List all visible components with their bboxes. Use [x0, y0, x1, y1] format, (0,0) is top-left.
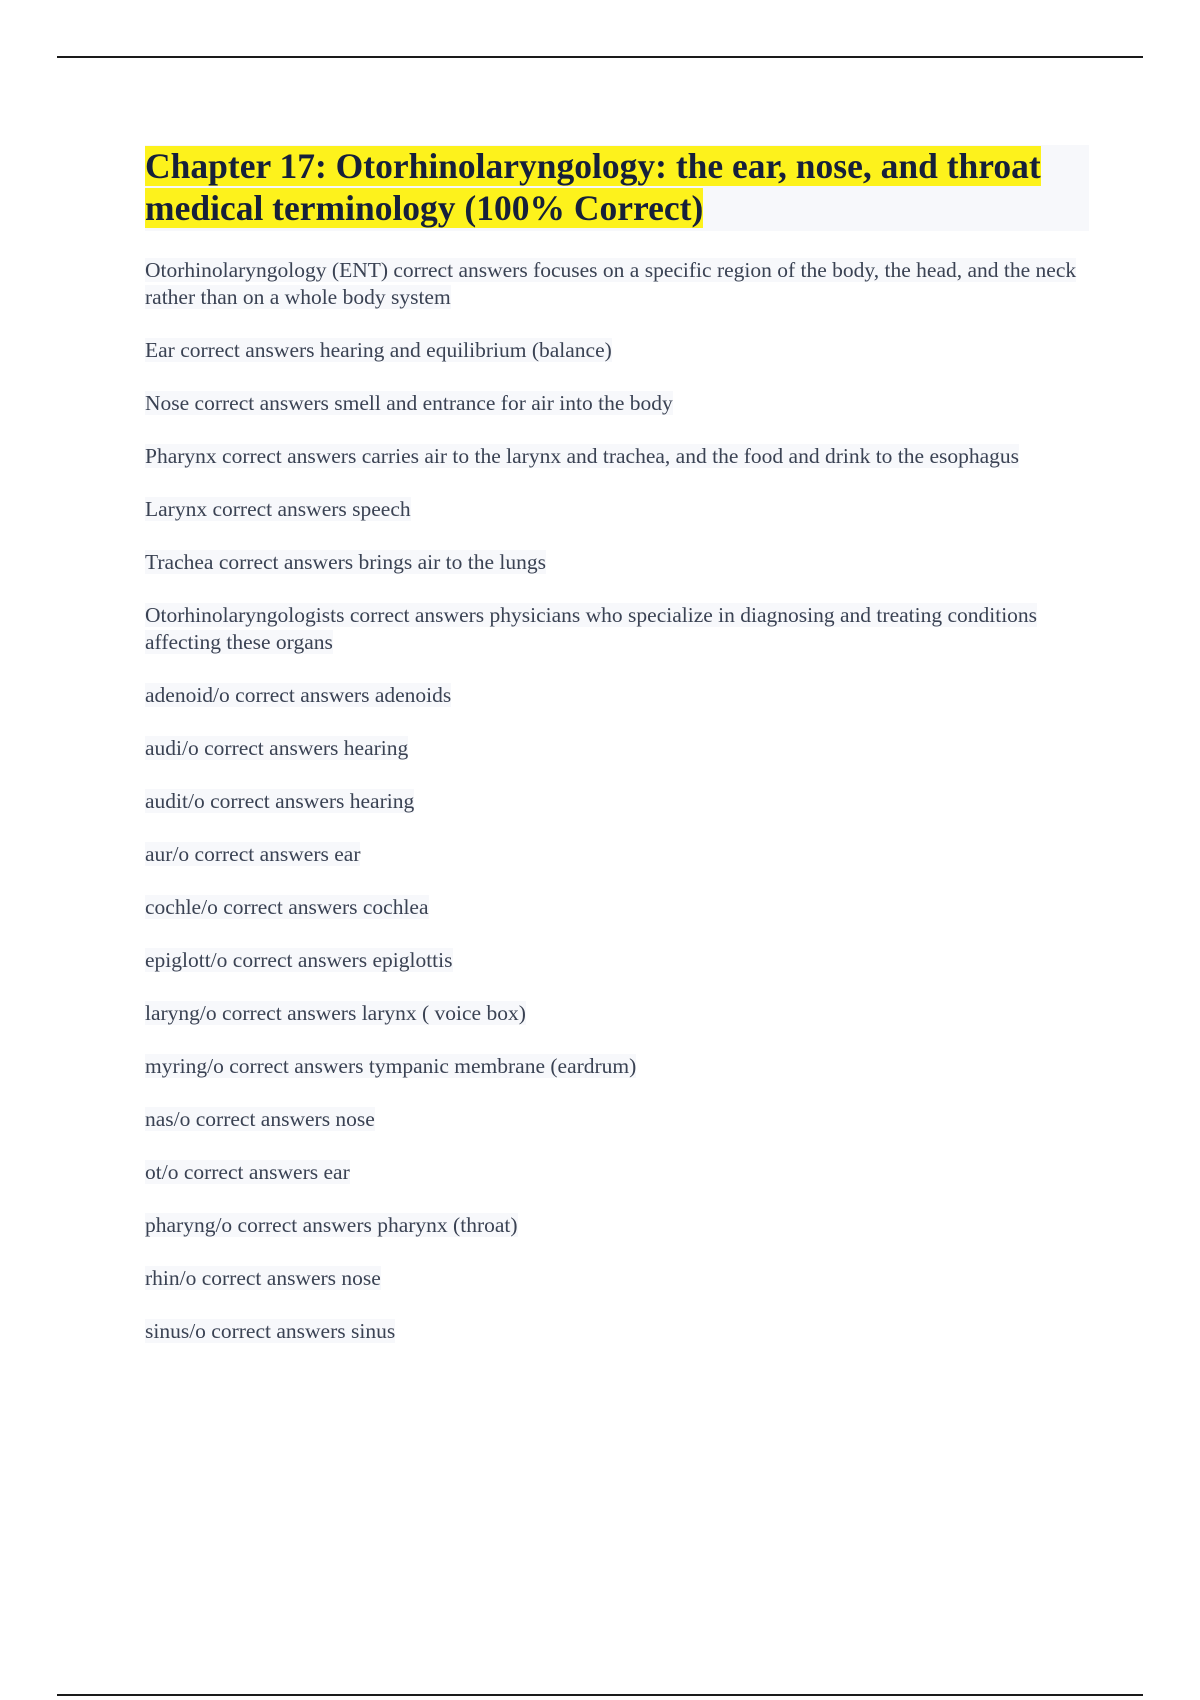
top-rule [57, 56, 1143, 58]
term-entry-text: Otorhinolaryngologists correct answers physicians who specialize in diagnosing and treating conditions affecting these organs [145, 603, 1038, 654]
term-entry [145, 1318, 1089, 1345]
term-entry [145, 947, 1089, 974]
term-entry [145, 390, 1089, 417]
term-entry-text: cochle/o correct answers cochlea [145, 895, 429, 919]
term-entry-text: ot/o correct answers ear [145, 1160, 350, 1184]
term-entry-text: myring/o correct answers tympanic membrane (eardrum) [145, 1054, 637, 1078]
page-title-text: Chapter 17: Otorhinolaryngology: the ear, nose, and throat medical terminology (100% Correct) [145, 146, 1041, 228]
term-entry-text: adenoid/o correct answers adenoids [145, 683, 452, 707]
term-entry-text: audi/o correct answers hearing [145, 736, 409, 760]
term-entry [145, 602, 1089, 656]
term-entry-text: rhin/o correct answers nose [145, 1266, 381, 1290]
term-entry-text: Trachea correct answers brings air to the lungs [145, 550, 547, 574]
term-entry [145, 1159, 1089, 1186]
term-entry-text: Otorhinolaryngology (ENT) correct answers focuses on a specific region of the body, the head, and the neck rather than on a whole body system [145, 258, 1077, 309]
term-entry [145, 337, 1089, 364]
title-block [145, 145, 1089, 231]
term-entry-text: Pharynx correct answers carries air to the larynx and trachea, and the food and drink to the esophagus [145, 444, 1020, 468]
term-entry [145, 1212, 1089, 1239]
bottom-rule [57, 1694, 1143, 1696]
term-entry [145, 1053, 1089, 1080]
term-entry-text: laryng/o correct answers larynx ( voice box) [145, 1001, 526, 1025]
term-entry-text: audit/o correct answers hearing [145, 789, 415, 813]
term-list [145, 257, 1089, 1345]
term-entry [145, 1265, 1089, 1292]
term-entry [145, 496, 1089, 523]
page-title [145, 145, 1089, 229]
term-entry [145, 1000, 1089, 1027]
term-entry [145, 841, 1089, 868]
term-entry-text: Larynx correct answers speech [145, 497, 411, 521]
term-entry-text: aur/o correct answers ear [145, 842, 361, 866]
term-entry-text: Ear correct answers hearing and equilibrium (balance) [145, 338, 612, 362]
term-entry-text: Nose correct answers smell and entrance for air into the body [145, 391, 673, 415]
term-entry [145, 1106, 1089, 1133]
term-entry [145, 257, 1089, 311]
term-entry [145, 443, 1089, 470]
term-entry-text: epiglott/o correct answers epiglottis [145, 948, 453, 972]
term-entry-text: pharyng/o correct answers pharynx (throat) [145, 1213, 518, 1237]
term-entry [145, 682, 1089, 709]
term-entry [145, 735, 1089, 762]
term-entry-text: sinus/o correct answers sinus [145, 1319, 396, 1343]
term-entry [145, 549, 1089, 576]
term-entry-text: nas/o correct answers nose [145, 1107, 375, 1131]
document-body [145, 145, 1089, 1371]
term-entry [145, 788, 1089, 815]
term-entry [145, 894, 1089, 921]
